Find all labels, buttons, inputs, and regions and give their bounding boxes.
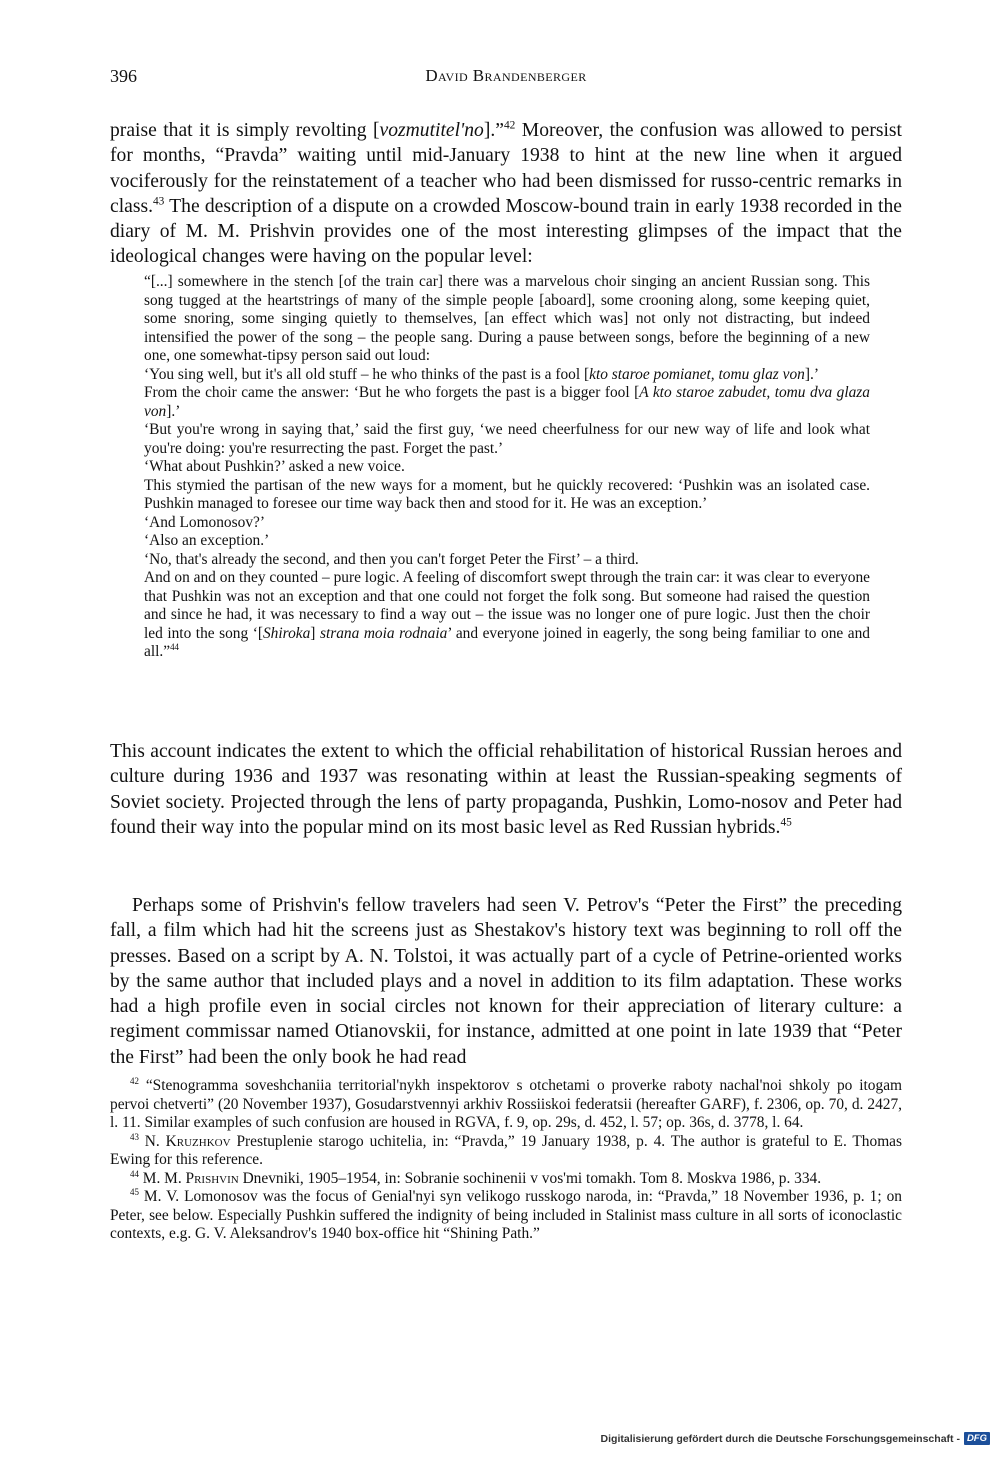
footnote-43-author-initial: N. K [138,1132,177,1150]
quote-line-1: “[...] somewhere in the stench [of the train car] there was a marvelous choir singing an ancient Russian song. This song tugged at the heartstrings of many of the simple people [aboard], some crooning along, some keeping quiet, some snoring, some singing quietly to themselves, [an effect which was] not only not distracting, but indeed intensified the power of the song – the people sang. During a pause between songs, before the beginning of a new one, one somewhat-tipsy person said out loud: [144,273,870,364]
block-quote [144,273,870,662]
footnote-43-number: 43 [130,1131,139,1142]
p1-italic-term: vozmutitel'no [379,120,484,141]
p3-text: Perhaps some of Prishvin's fellow travelers had seen V. Petrov's “Peter the First” the preceding fall, a film which had hit the screens just as Shestakov's history text was beginning to roll off the presses. Based on a script by A. N. Tolstoi, it was actually part of a cycle of Petrine-oriented works by the same author that included plays and a novel in addition to its film adaptation. These works had a high profile even in social circles not known for their appreciation of literary culture: a regiment commissar named Otianovskii, for instance, admitted at one point in late 1939 that “Peter the First” had been the only book he had read [110,895,902,1068]
footnote-44-author-initial: M. M. P [138,1169,195,1187]
p2-text: This account indicates the extent to which the official rehabilitation of historical Russian heroes and culture during 1936 and 1937 was resonating within at least the Russian-speaking segments of Soviet society. Projected through the lens of party propaganda, Pushkin, Lomo-nosov and Peter had found their way into the popular mind on its most basic level as Red Russian hybrids. [110,741,902,838]
funding-notice [601,1432,990,1445]
running-head-rest-1: avid [438,66,469,85]
p1-text-1: praise that it is simply revolting [ [110,120,380,141]
quote-line-2-b: ].’ [804,365,819,383]
quote-line-2-a: ‘You sing well, but it's all old stuff – he who thinks of the past is a fool [ [144,365,590,383]
quote-line-3-b: ].’ [166,402,181,420]
page-number: 396 [110,66,137,86]
footnote-45-text: M. V. Lomonosov was the focus of Genial'nyi syn velikogo russkogo naroda, in: “Pravda,” 18 November 1936, p. 1; on Peter, see below. Especially Pushkin suffered the indignity of being included in Stalinist mass culture in all sorts of iconoclastic contexts, e.g. G. V. Aleksandrov's 1940 box-office hit “Shining Path.” [110,1188,902,1242]
quote-line-3 [144,384,870,421]
quote-line-10-italic-1: Shiroka [262,624,311,642]
quote-line-3-italic: A kto staroe zabudet, tomu dva glaza von [144,384,870,420]
quote-line-8: ‘Also an exception.’ [144,532,270,549]
p1-text-3: Moreover, the confusion was allowed to persist for months, “Pravda” waiting until mid-January 1938 to hint at the new line when it argued vociferously for the reinstatement of a teacher who had been dismissed for russo-centric remarks in class. [110,120,903,217]
footnote-ref-42[interactable]: 42 [503,119,516,132]
running-head-initial-1: D [425,66,439,85]
body-paragraph-2 [110,739,902,840]
footnote-44 [110,1170,902,1189]
quote-line-9: ‘No, that's already the second, and then you can't forget Peter the First’ – a third. [144,550,639,568]
p1-text-4: The description of a dispute on a crowded Moscow-bound train in early 1938 recorded in the diary of M. M. Prishvin provides one of the most interesting glimpses of the impact that the ideological changes were having on the popular level: [110,195,902,268]
footnote-ref-45[interactable]: 45 [780,816,792,829]
footnote-42-text: “Stenogramma soveshchaniia territorial'nykh inspektorov s otchetami o proverke raboty nachal'noi shkoly po itogam pervoi chetverti” (20 November 1937), Gosudarstvennyi arkhiv Rossiiskoi federatsii (hereafter GARF), f. 2306, op. 70, d. 2427, l. 11. Similar examples of such confusion are housed in RGVA, f. 9, op. 29s, d. 452, l. 57; op. 36s, d. 3778, l. 64. [110,1077,902,1131]
running-head-initial-2: B [472,66,485,85]
footnote-45-number: 45 [130,1186,139,1197]
footnote-45 [110,1188,902,1244]
page-header [110,66,902,90]
quote-line-10-italic-2: strana moia rodnaia [319,624,448,642]
footnote-44-text: Dnevniki, 1905–1954, in: Sobranie sochinenii v vos'mi tomakh. Tom 8. Moskva 1986, p. 334. [238,1169,822,1187]
footnote-43-author-rest: ruzhkov [176,1132,231,1150]
footnote-ref-43[interactable]: 43 [153,195,165,208]
body-paragraph-1 [110,118,902,270]
dfg-logo-icon: DFG [964,1432,990,1445]
footnote-42-number: 42 [130,1075,139,1086]
footnotes [110,1077,902,1244]
quote-line-10 [144,569,870,662]
footnote-44-number: 44 [130,1168,139,1179]
footnote-42 [110,1077,902,1133]
quote-line-3-a: From the choir came the answer: ‘But he who forgets the past is a bigger fool [ [144,384,640,401]
quote-line-4: ‘But you're wrong in saying that,’ said the first guy, ‘we need cheerfulness for our new way of life and look what you're doing: you're resurrecting the past. Forget the past.’ [144,421,870,457]
footnote-43-text: Prestuplenie starogo uchitelia, in: “Pravda,” 19 January 1938, p. 4. The author is grateful to E. Thomas Ewing for this reference. [110,1132,902,1168]
running-head-rest-2: randenberger [484,66,587,85]
footnote-44-author-rest: rishvin [194,1169,239,1187]
footnote-ref-44[interactable]: 44 [170,641,179,652]
quote-line-10-c: ’ and everyone joined in eagerly, the song being familiar to one and all.” [144,624,871,660]
body-paragraph-3 [110,893,902,1070]
quote-line-10-a: And on and on they counted – pure logic. A feeling of discomfort swept through the train car: it was clear to everyone that Pushkin was not an exception and that one could not forget the folk song. But someone had raised the question and since he had, it was necessary to find a way out – the issue was no longer one of pure logic. Just then the choir led into the song ‘[ [144,569,870,642]
p1-text-2: ].” [483,120,504,141]
footnote-43 [110,1133,902,1170]
quote-line-5: ‘What about Pushkin?’ asked a new voice. [144,458,405,475]
running-head [110,66,902,86]
quote-line-2-italic: kto staroe pomianet, tomu glaz von [589,365,805,383]
quote-line-7: ‘And Lomonosov?’ [144,513,265,531]
quote-line-10-b: ] [310,624,320,642]
funding-text: Digitalisierung gefördert durch die Deutsche Forschungsgemeinschaft - [600,1432,960,1445]
quote-line-2 [144,366,870,385]
quote-line-6: This stymied the partisan of the new ways for a moment, but he quickly recovered: ‘Pushkin was an isolated case. Pushkin managed to foresee our time way back then and stood for it. He was an exception.’ [144,476,870,512]
